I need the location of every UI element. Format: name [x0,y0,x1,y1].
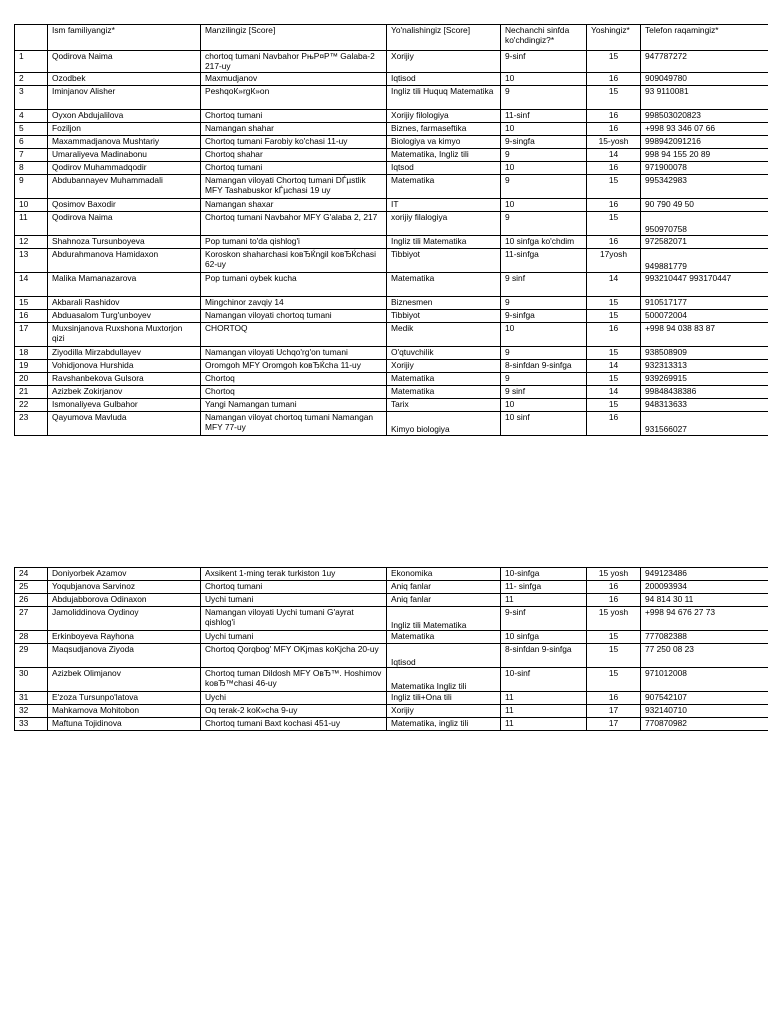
table-row [15,607,768,631]
table-row [15,174,768,198]
phone-number-cell: 971012008 [641,668,768,692]
age-cell: 17 [587,705,641,718]
student-name-cell: Muxsinjanova Ruxshona Muxtorjon qizi [48,322,201,346]
phone-number-cell: 99848438386 [641,385,768,398]
row-number-cell: 10 [15,198,48,211]
table-row [15,72,768,85]
age-cell: 17yosh [587,248,641,272]
table-row [15,568,768,581]
grade-cell: 9-singfa [501,135,587,148]
age-cell: 16 [587,594,641,607]
direction-cell: Ekonomika [387,568,501,581]
direction-cell: Ingliz tili Huquq Matematika [387,85,501,109]
phone-number-cell: 947787272 [641,51,768,73]
phone-number-cell: 94 814 30 11 [641,594,768,607]
row-number-cell: 14 [15,272,48,296]
phone-number-cell: 77 250 08 23 [641,644,768,668]
phone-number-cell: 932313313 [641,359,768,372]
table-row [15,211,768,235]
address-cell: Chortoq tumani [201,161,387,174]
direction-cell: Iqtisod [387,72,501,85]
grade-cell: 9-sinfga [501,309,587,322]
address-cell: Chortoq [201,372,387,385]
phone-number-cell: 949123486 [641,568,768,581]
phone-number-cell: 93 9110081 [641,85,768,109]
table-row [15,272,768,296]
age-cell: 17 [587,718,641,731]
phone-number-cell: 909049780 [641,72,768,85]
row-number-cell: 4 [15,109,48,122]
age-cell: 15 [587,174,641,198]
student-name-cell: Malika Mamanazarova [48,272,201,296]
student-name-cell: Qodirova Naima [48,211,201,235]
phone-number-cell: 931566027 [641,411,768,435]
age-cell: 16 [587,72,641,85]
header-row [15,25,768,51]
row-number-cell: 32 [15,705,48,718]
grade-cell: 9 [501,296,587,309]
direction-cell: Xorijiy [387,51,501,73]
age-cell: 16 [587,235,641,248]
student-name-cell: Qodirov Muhammadqodir [48,161,201,174]
age-cell: 15 [587,346,641,359]
table-row [15,359,768,372]
row-number-cell: 19 [15,359,48,372]
grade-cell: 10 [501,322,587,346]
grade-cell: 9 [501,372,587,385]
phone-number-cell: 938508909 [641,346,768,359]
address-cell: Chortoq tumani Farobiy ko'chasi 11-uy [201,135,387,148]
row-number-cell: 26 [15,594,48,607]
address-cell: Oromgoh MFY Oromgoh koвЂЌcha 11-uy [201,359,387,372]
direction-cell: IT [387,198,501,211]
grade-cell: 10 [501,398,587,411]
table-row [15,411,768,435]
table-row [15,235,768,248]
header-address: Manzilingiz [Score] [201,25,387,51]
table-row [15,122,768,135]
direction-cell: Matematika Ingliz tili [387,668,501,692]
age-cell: 15 [587,398,641,411]
row-number-cell: 5 [15,122,48,135]
grade-cell: 9-sinf [501,51,587,73]
direction-cell: Ingliz tili Matematika [387,235,501,248]
direction-cell: Biologiya va kimyo [387,135,501,148]
phone-number-cell: 939269915 [641,372,768,385]
address-cell: Mingchinor zavqiy 14 [201,296,387,309]
address-cell: Namangan shahar [201,122,387,135]
table-row [15,85,768,109]
table-row [15,631,768,644]
address-cell: Pop tumani to'da qishlog'i [201,235,387,248]
grade-cell: 11-sinfga [501,248,587,272]
row-number-cell: 20 [15,372,48,385]
address-cell: Namangan viloyati Chortoq tumani DЃµstlik MFY Tashabuskor kЃµchasi 19 uy [201,174,387,198]
address-cell: Koroskon shaharchasi koвЂЌngil koвЂЌchasi 62-uy [201,248,387,272]
row-number-cell: 18 [15,346,48,359]
phone-number-cell: 998942091216 [641,135,768,148]
direction-cell: Matematika [387,385,501,398]
phone-number-cell: 993210447 993170447 [641,272,768,296]
table-1-body [15,25,768,436]
row-number-cell: 8 [15,161,48,174]
table-row [15,51,768,73]
age-cell: 14 [587,359,641,372]
grade-cell: 9 [501,85,587,109]
phone-number-cell: 971900078 [641,161,768,174]
age-cell: 15 [587,668,641,692]
table-row [15,109,768,122]
students-table-1 [14,24,768,436]
table-row [15,372,768,385]
phone-number-cell: 949881779 [641,248,768,272]
phone-number-cell: 200093934 [641,581,768,594]
row-number-cell: 2 [15,72,48,85]
student-name-cell: E'zoza Tursunpo'latova [48,692,201,705]
grade-cell: 9-sinf [501,607,587,631]
table-row [15,346,768,359]
phone-number-cell: 907542107 [641,692,768,705]
table-row [15,398,768,411]
student-name-cell: Azizbek Olimjanov [48,668,201,692]
phone-number-cell: 972582071 [641,235,768,248]
address-cell: Uychi tumani [201,631,387,644]
grade-cell: 9 [501,174,587,198]
direction-cell: Medik [387,322,501,346]
direction-cell: Tibbiyot [387,248,501,272]
student-name-cell: Foziljon [48,122,201,135]
direction-cell: Ingliz tili Matematika [387,607,501,631]
address-cell: Maxmudjanov [201,72,387,85]
row-number-cell: 30 [15,668,48,692]
address-cell: chortoq tumani Navbahor РњР¤Р™ Galaba-2 217-uy [201,51,387,73]
direction-cell: Kimyo biologiya [387,411,501,435]
grade-cell: 11 [501,594,587,607]
student-name-cell: Vohidjonova Hurshida [48,359,201,372]
row-number-cell: 17 [15,322,48,346]
student-name-cell: Ismonaliyeva Gulbahor [48,398,201,411]
age-cell: 15 yosh [587,568,641,581]
grade-cell: 10 sinfga ko'chdim [501,235,587,248]
row-number-cell: 22 [15,398,48,411]
address-cell: Yangi Namangan tumani [201,398,387,411]
row-number-cell: 16 [15,309,48,322]
age-cell: 15 yosh [587,607,641,631]
row-number-cell: 31 [15,692,48,705]
phone-number-cell: 950970758 [641,211,768,235]
student-name-cell: Abdurahmanova Hamidaxon [48,248,201,272]
student-name-cell: Erkinboyeva Rayhona [48,631,201,644]
grade-cell: 10 [501,161,587,174]
direction-cell: O'qtuvchilik [387,346,501,359]
row-number-cell: 13 [15,248,48,272]
grade-cell: 10 sinfga [501,631,587,644]
student-name-cell: Umaraliyeva Madinabonu [48,148,201,161]
grade-cell: 10-sinf [501,668,587,692]
direction-cell: Xorijiy [387,359,501,372]
phone-number-cell: 998503020823 [641,109,768,122]
row-number-cell: 28 [15,631,48,644]
age-cell: 16 [587,198,641,211]
row-number-cell: 11 [15,211,48,235]
age-cell: 16 [587,322,641,346]
row-number-cell: 1 [15,51,48,73]
students-table-2 [14,567,768,731]
address-cell: Namangan viloyati Uchqo'rg'on tumani [201,346,387,359]
student-name-cell: Jamoliddinova Oydinoy [48,607,201,631]
grade-cell: 9 sinf [501,385,587,398]
table-row [15,668,768,692]
grade-cell: 11-sinf [501,109,587,122]
grade-cell: 10 sinf [501,411,587,435]
row-number-cell: 12 [15,235,48,248]
phone-number-cell: 500072004 [641,309,768,322]
grade-cell: 9 [501,211,587,235]
table-row [15,718,768,731]
header-name: Ism familiyangiz* [48,25,201,51]
address-cell: Namangan viloyati Uychi tumani G'ayrat qishlog'i [201,607,387,631]
direction-cell: Matematika, Ingliz tili [387,148,501,161]
table-row [15,198,768,211]
direction-cell: Ingliz tili+Ona tili [387,692,501,705]
student-name-cell: Maftuna Tojidinova [48,718,201,731]
grade-cell: 11 [501,705,587,718]
table-row [15,594,768,607]
address-cell: Chortoq tumani [201,581,387,594]
grade-cell: 9 sinf [501,272,587,296]
address-cell: CHORTOQ [201,322,387,346]
age-cell: 14 [587,385,641,398]
student-name-cell: Yoqubjanova Sarvinoz [48,581,201,594]
table-row [15,385,768,398]
table-row [15,581,768,594]
direction-cell: Tibbiyot [387,309,501,322]
grade-cell: 11 [501,692,587,705]
direction-cell: Xorijiy filologiya [387,109,501,122]
row-number-cell: 33 [15,718,48,731]
grade-cell: 11- sinfga [501,581,587,594]
table-row [15,161,768,174]
table-row [15,309,768,322]
student-name-cell: Maqsudjanova Ziyoda [48,644,201,668]
grade-cell: 9 [501,346,587,359]
row-number-cell: 9 [15,174,48,198]
direction-cell: Matematika [387,372,501,385]
table-2-body [15,568,768,731]
table-row [15,248,768,272]
direction-cell: Iqtsod [387,161,501,174]
age-cell: 16 [587,692,641,705]
phone-number-cell: 770870982 [641,718,768,731]
age-cell: 16 [587,161,641,174]
table-row [15,135,768,148]
grade-cell: 8-sinfdan 9-sinfga [501,359,587,372]
address-cell: Oq terak-2 koК»cha 9-uy [201,705,387,718]
student-name-cell: Mahkamova Mohitobon [48,705,201,718]
direction-cell: Aniq fanlar [387,581,501,594]
direction-cell: xorijiy filalogiya [387,211,501,235]
student-name-cell: Akbarali Rashidov [48,296,201,309]
student-name-cell: Doniyorbek Azamov [48,568,201,581]
age-cell: 16 [587,581,641,594]
address-cell: Chortoq tumani Navbahor MFY G'alaba 2, 217 [201,211,387,235]
table-row [15,644,768,668]
row-number-cell: 27 [15,607,48,631]
age-cell: 15 [587,309,641,322]
student-name-cell: Qosimov Baxodir [48,198,201,211]
address-cell: Axsikent 1-ming terak turkiston 1uy [201,568,387,581]
grade-cell: 11 [501,718,587,731]
age-cell: 15 [587,631,641,644]
row-number-cell: 21 [15,385,48,398]
grade-cell: 10-sinfga [501,568,587,581]
address-cell: Uychi [201,692,387,705]
age-cell: 16 [587,411,641,435]
phone-number-cell: 932140710 [641,705,768,718]
student-name-cell: Qayumova Mavluda [48,411,201,435]
student-name-cell: Abdubannayev Muhammadali [48,174,201,198]
row-number-cell: 7 [15,148,48,161]
address-cell: Namangan viloyati chortoq tumani [201,309,387,322]
row-number-cell: 15 [15,296,48,309]
grade-cell: 9 [501,148,587,161]
direction-cell: Aniq fanlar [387,594,501,607]
row-number-cell: 6 [15,135,48,148]
phone-number-cell: 948313633 [641,398,768,411]
address-cell: PeshqoК»rgК»on [201,85,387,109]
direction-cell: Xorijiy [387,705,501,718]
student-name-cell: Oyxon Abdujalilova [48,109,201,122]
age-cell: 15 [587,85,641,109]
age-cell: 15 [587,644,641,668]
grade-cell: 10 [501,122,587,135]
row-number-cell: 3 [15,85,48,109]
address-cell: Chortoq tuman Dildosh MFY OвЂ™. Hoshimov koвЂ™chasi 46-uy [201,668,387,692]
address-cell: Chortoq tumani [201,109,387,122]
phone-number-cell: 90 790 49 50 [641,198,768,211]
phone-number-cell: 910517177 [641,296,768,309]
table-row [15,692,768,705]
student-name-cell: Qodirova Naima [48,51,201,73]
header-number [15,25,48,51]
age-cell: 14 [587,272,641,296]
student-name-cell: Abduasalom Turg'unboyev [48,309,201,322]
table-row [15,296,768,309]
age-cell: 16 [587,122,641,135]
student-name-cell: Shahnoza Tursunboyeva [48,235,201,248]
address-cell: Chortoq shahar [201,148,387,161]
address-cell: Chortoq tumani Baxt kochasi 451-uy [201,718,387,731]
direction-cell: Matematika, ingliz tili [387,718,501,731]
grade-cell: 8-sinfdan 9-sinfga [501,644,587,668]
student-name-cell: Ziyodilla Mirzabdullayev [48,346,201,359]
address-cell: Namangan viloyat chortoq tumani Namangan MFY 77-uy [201,411,387,435]
age-cell: 14 [587,148,641,161]
row-number-cell: 25 [15,581,48,594]
age-cell: 16 [587,109,641,122]
header-grade: Nechanchi sinfda ko'chdingiz?* [501,25,587,51]
direction-cell: Matematika [387,631,501,644]
age-cell: 15-yosh [587,135,641,148]
direction-cell: Matematika [387,272,501,296]
age-cell: 15 [587,211,641,235]
student-name-cell: Azizbek Zokirjanov [48,385,201,398]
header-direction: Yo'nalishingiz [Score] [387,25,501,51]
direction-cell: Biznesmen [387,296,501,309]
header-phone: Telefon raqamingiz* [641,25,768,51]
grade-cell: 10 [501,72,587,85]
age-cell: 15 [587,296,641,309]
address-cell: Pop tumani oybek kucha [201,272,387,296]
row-number-cell: 23 [15,411,48,435]
phone-number-cell: +998 93 346 07 66 [641,122,768,135]
phone-number-cell: 995342983 [641,174,768,198]
age-cell: 15 [587,51,641,73]
row-number-cell: 24 [15,568,48,581]
row-number-cell: 29 [15,644,48,668]
student-name-cell: Abdujabborova Odinaxon [48,594,201,607]
age-cell: 15 [587,372,641,385]
phone-number-cell: 777082388 [641,631,768,644]
address-cell: Chortoq Qorqbog' MFY OKjmas koKjcha 20-uy [201,644,387,668]
table-row [15,705,768,718]
student-name-cell: Ozodbek [48,72,201,85]
grade-cell: 10 [501,198,587,211]
student-name-cell: Ravshanbekova Gulsora [48,372,201,385]
student-name-cell: Iminjanov Alisher [48,85,201,109]
phone-number-cell: +998 94 038 83 87 [641,322,768,346]
phone-number-cell: 998 94 155 20 89 [641,148,768,161]
table-row [15,148,768,161]
table-row [15,322,768,346]
address-cell: Namangan shaxar [201,198,387,211]
phone-number-cell: +998 94 676 27 73 [641,607,768,631]
direction-cell: Iqtisod [387,644,501,668]
direction-cell: Biznes, farmaseftika [387,122,501,135]
direction-cell: Matematika [387,174,501,198]
direction-cell: Tarix [387,398,501,411]
address-cell: Uychi tumani [201,594,387,607]
address-cell: Chortoq [201,385,387,398]
student-name-cell: Maxammadjanova Mushtariy [48,135,201,148]
header-age: Yoshingiz* [587,25,641,51]
